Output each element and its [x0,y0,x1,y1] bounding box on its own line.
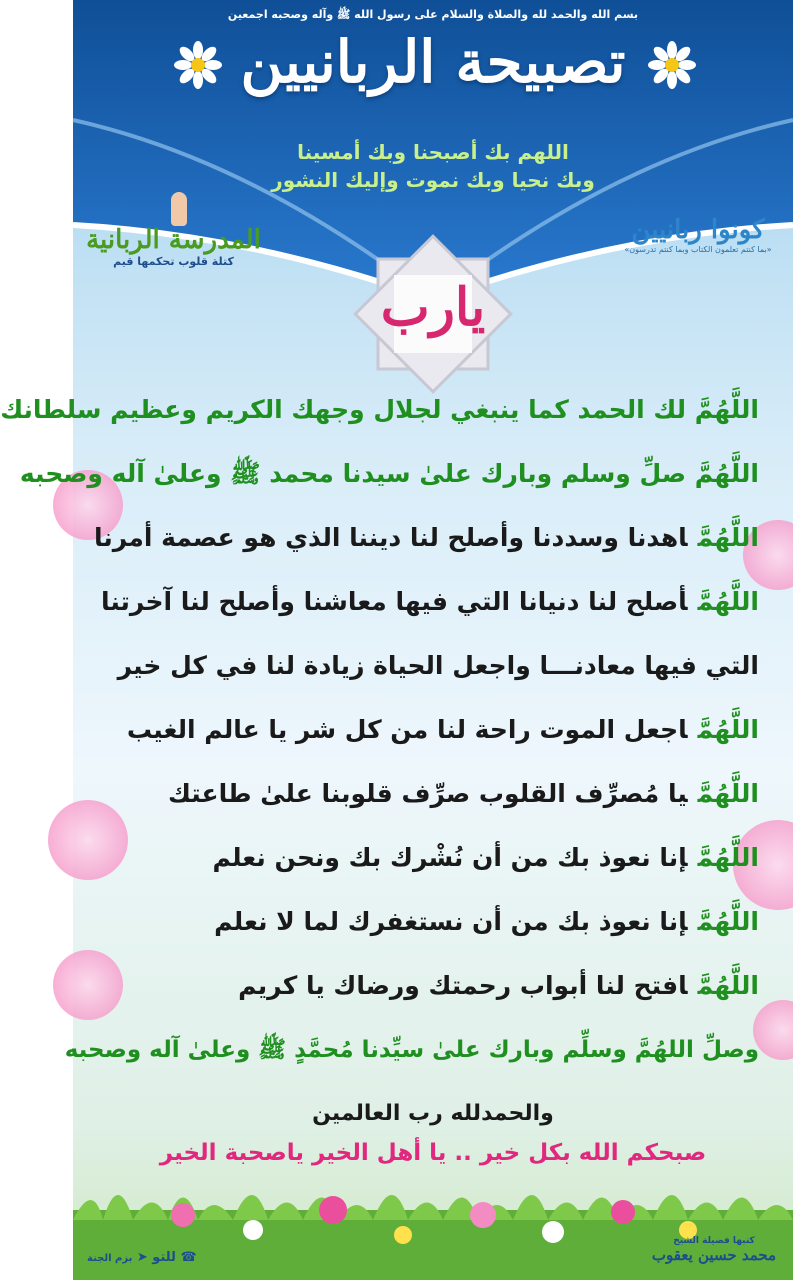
dua-line: اللَّهُمَّ لك الحمد كما ينبغي لجلال وجهك الكريم وعظيم سلطانك [0,395,759,424]
dua-keyword: اللَّهُمَّ [697,715,759,744]
whatsapp-icon: ☎ [180,1250,197,1265]
dua-text: يا مُصرِّف القلوب صرِّف قلوبنا علىٰ طاعتك [168,779,688,808]
morning-dua [73,138,793,194]
dua-text: إنا نعوذ بك من أن نُشْرك بك ونحن نعلم [212,843,688,872]
dua-line [107,698,759,762]
logo-rabbani-school [81,225,266,268]
dua-line [107,954,759,1018]
dua-line [107,762,759,826]
page-title: تصبيحة الربانيين [240,28,626,96]
dua-text: افتح لنا أبواب رحمتك ورضاك يا كريم [238,971,688,1000]
dua-keyword: اللَّهُمَّ [697,971,759,1000]
telegram-icon: ➤ [136,1250,148,1265]
emblem-text: يارب [380,277,486,338]
star-emblem [344,225,522,403]
dua-line [94,506,759,570]
dua-keyword: اللَّهُمَّ [697,907,759,936]
footer-handle: بزم الجنة [87,1253,133,1264]
logo-kuno-rabbaniyyin [613,215,783,254]
dua-line-final: والحمدلله رب العالمين [312,1101,554,1126]
daisy-icon [175,42,221,88]
dua-line [107,890,759,954]
dua-text: اهدنا وسددنا وأصلح لنا ديننا الذي هو عصمة أمرنا [94,523,688,552]
credit-name: محمد حسين يعقوب [651,1246,777,1264]
daisy-icon [649,42,695,88]
logo-left-subtitle: كتلة قلوب تحكمها قيم [113,255,234,268]
footer-social [87,1250,197,1265]
dua-list [0,378,759,1146]
dua-text: إنا نعوذ بك من أن نستغفرك لما لا نعلم [214,907,688,936]
closing-greeting: صبحكم الله بكل خير .. يا أهل الخير ياصحبة الخير [159,1140,707,1166]
dua-line: التي فيها معادنـــا واجعل الحياة زيادة لنا في كل خير [117,651,759,680]
dua-keyword: اللَّهُمَّ [697,523,759,552]
footer-left-text: للتو [152,1250,176,1265]
dua-text: اجعل الموت راحة لنا من كل شر يا عالم الغيب [126,715,688,744]
morning-dua-line1: اللهم بك أصبحنا وبك أمسينا [297,140,569,164]
dua-line [100,570,759,634]
dua-text: أصلح لنا دنيانا التي فيها معاشنا وأصلح لنا آخرتنا [100,587,688,616]
dua-keyword: اللَّهُمَّ [697,587,759,616]
dua-line: اللَّهُمَّ صلِّ وسلم وبارك علىٰ سيدنا محمد ﷺ وعلىٰ آله وصحبه [19,459,759,488]
logo-right-title: كونوا ربانيين [631,215,765,245]
credit-caption: كتبها فضيلة الشيخ [673,1236,755,1246]
morning-dua-line2: وبك نحيا وبك نموت وإليك النشور [271,168,595,192]
logo-left-title: المدرسة الربانية [86,225,261,255]
raised-finger-icon [171,192,187,226]
dua-keyword: اللَّهُمَّ [697,843,759,872]
dua-line: وصلِّ اللهُمَّ وسلِّم وبارك علىٰ سيِّدنا مُحمَّدٍ ﷺ وعلىٰ آله وصحبه [64,1037,759,1063]
logo-right-subtitle: «بما كنتم تعلمون الكتاب وبما كنتم تدرسون» [624,245,772,254]
dua-keyword: اللَّهُمَّ [697,779,759,808]
basmala-text: بسم الله والحمد لله والصلاة والسلام على رسول الله ﷺ وآله وصحبه اجمعين [227,8,639,21]
dua-line [107,826,759,890]
credit-signature [649,1236,779,1264]
